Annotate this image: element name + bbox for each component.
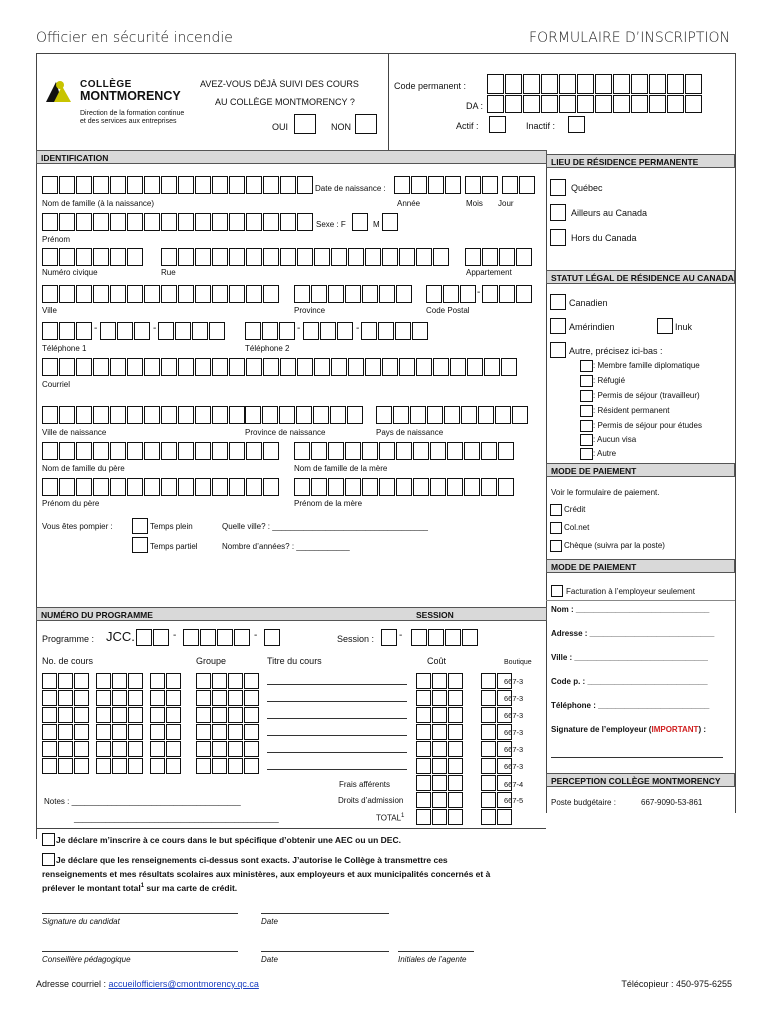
ailleurs-canada-checkbox[interactable] <box>550 204 566 221</box>
numero-civique-boxes[interactable] <box>42 248 144 266</box>
course-cost-boxes[interactable] <box>416 758 513 774</box>
nom-pere-boxes[interactable] <box>42 442 280 460</box>
aucun-visa-checkbox[interactable] <box>580 434 593 446</box>
date-conseillere-line[interactable] <box>261 951 389 952</box>
declaration1-checkbox[interactable] <box>42 833 55 846</box>
total-boxes[interactable] <box>416 809 513 825</box>
course-budget-code: 667-3 <box>504 762 524 771</box>
signature-candidat-label: Signature du candidat <box>42 917 120 926</box>
nom-pere-label: Nom de famille du père <box>42 464 125 473</box>
sexe-f-checkbox[interactable] <box>352 213 368 231</box>
employeur-ville-field[interactable]: Ville : ______________________________ <box>551 653 708 662</box>
employeur-signature-label: Signature de l’employeur (IMPORTANT) : <box>551 725 706 734</box>
refugie-checkbox[interactable] <box>580 375 593 387</box>
tel2-dash2: - <box>356 323 360 334</box>
frais-code: 667-4 <box>504 780 524 789</box>
nom-famille-boxes[interactable] <box>42 176 314 194</box>
course-cost-boxes[interactable] <box>416 690 513 706</box>
course-number-boxes[interactable] <box>42 707 182 723</box>
permis-travailleur-label: : Permis de séjour (travailleur) <box>593 391 700 400</box>
province-naissance-boxes[interactable] <box>245 406 364 424</box>
poste-budgetaire-label: Poste budgétaire : <box>551 798 616 807</box>
cout-header: Coût <box>427 656 447 666</box>
sexe-m-label: M <box>373 220 380 229</box>
date-naissance-label: Date de naissance : <box>315 184 386 193</box>
province-naissance-label: Province de naissance <box>245 428 326 437</box>
autre-sub-checkbox[interactable] <box>580 448 593 460</box>
course-group-boxes[interactable] <box>196 758 260 774</box>
notes-field-2[interactable]: ______________________________________________ <box>74 814 279 823</box>
canadien-checkbox[interactable] <box>550 294 566 310</box>
permis-etudes-label: : Permis de séjour pour études <box>593 421 702 430</box>
session-dash: - <box>399 630 403 641</box>
quebec-label: Québec <box>571 183 603 193</box>
credit-label: Crédit <box>564 505 586 514</box>
form-title: FORMULAIRE D’INSCRIPTION <box>529 30 730 46</box>
footer-email-link[interactable]: accueilofficiers@cmontmorency.qc.ca <box>108 979 259 989</box>
appartement-label: Appartement <box>466 268 512 277</box>
prenom-pere-label: Prénom du père <box>42 499 100 508</box>
residence-header: LIEU DE RÉSIDENCE PERMANENTE <box>546 154 735 168</box>
temps-partiel-label: Temps partiel <box>150 542 198 551</box>
notes-field[interactable]: Notes : ______________________________________ <box>44 797 241 806</box>
course-title-line[interactable] <box>267 701 407 702</box>
code-postal-label: Code Postal <box>426 306 470 315</box>
aucun-visa-label: : Aucun visa <box>593 435 637 444</box>
frame-left <box>36 53 37 839</box>
telephone1-label: Téléphone 1 <box>42 344 87 353</box>
annee-label: Année <box>397 199 421 208</box>
hors-canada-checkbox[interactable] <box>550 229 566 246</box>
actif-label: Actif : <box>456 121 479 131</box>
province-label: Province <box>294 306 326 315</box>
course-number-boxes[interactable] <box>42 758 182 774</box>
tel1-dash2: - <box>153 323 157 334</box>
course-budget-code: 667-3 <box>504 677 524 686</box>
course-cost-boxes[interactable] <box>416 673 513 689</box>
statut-header: STATUT LÉGAL DE RÉSIDENCE AU CANADA <box>546 270 735 284</box>
course-title-line[interactable] <box>267 684 407 685</box>
declaration1-text: Je déclare m’inscrire à ce cours dans le but spécifique d’obtenir une AEC ou un DEC. <box>56 835 401 845</box>
mois-label: Mois <box>466 199 483 208</box>
credit-checkbox[interactable] <box>550 504 562 516</box>
droits-boxes[interactable] <box>416 792 513 808</box>
employeur-adresse-field[interactable]: Adresse : ____________________________ <box>551 629 715 638</box>
prenom-label: Prénom <box>42 235 71 244</box>
signature-candidat-line[interactable] <box>42 913 238 914</box>
appartement-boxes[interactable] <box>465 248 533 266</box>
groupe-header: Groupe <box>196 656 227 666</box>
logo-mark-icon <box>44 78 74 104</box>
sexe-label: Sexe : F <box>316 220 346 229</box>
course-budget-code: 667-3 <box>504 711 524 720</box>
da-boxes[interactable] <box>487 95 703 113</box>
prenom-mere-boxes[interactable] <box>294 478 515 496</box>
oui-checkbox[interactable] <box>294 114 316 134</box>
pompier-label: Vous êtes pompier : <box>42 522 113 531</box>
courriel-boxes[interactable] <box>42 358 518 376</box>
actif-checkbox[interactable] <box>489 116 506 133</box>
prenom-boxes[interactable] <box>42 213 314 231</box>
programme-label: Programme : <box>42 634 95 644</box>
conseillere-line[interactable] <box>42 951 238 952</box>
rue-label: Rue <box>161 268 176 277</box>
logo-line1: COLLÈGE <box>80 79 132 90</box>
boutique-header: Boutique <box>504 659 532 666</box>
course-cost-boxes[interactable] <box>416 724 513 740</box>
course-title-line[interactable] <box>267 769 407 770</box>
diplomatique-label: : Membre famille diplomatique <box>593 361 700 370</box>
telephone2-label: Téléphone 2 <box>245 344 290 353</box>
course-budget-code: 667-3 <box>504 745 524 754</box>
nom-famille-label: Nom de famille (à la naissance) <box>42 199 155 208</box>
frame-divider-top <box>388 53 389 150</box>
programme-header: NUMÉRO DU PROGRAMME SESSION <box>36 607 547 621</box>
total-label: TOTAL$^1$ <box>376 813 405 823</box>
course-title-line[interactable] <box>267 752 407 753</box>
province-boxes[interactable] <box>294 285 413 303</box>
course-group-boxes[interactable] <box>196 707 260 723</box>
footer-fax: Télécopieur : 450-975-6255 <box>621 979 732 989</box>
da-label: DA : <box>466 101 484 111</box>
quelle-ville-field[interactable]: Quelle ville? : ___________________________________ <box>222 522 428 531</box>
nom-mere-label: Nom de famille de la mère <box>294 464 388 473</box>
course-group-boxes[interactable] <box>196 724 260 740</box>
course-group-boxes[interactable] <box>196 673 260 689</box>
employeur-signature-line[interactable] <box>551 757 723 758</box>
employeur-telephone-field[interactable]: Téléphone : _________________________ <box>551 701 710 710</box>
permis-travailleur-checkbox[interactable] <box>580 390 593 402</box>
course-cost-boxes[interactable] <box>416 707 513 723</box>
no-cours-header: No. de cours <box>42 656 94 666</box>
perception-header: PERCEPTION COLLÈGE MONTMORENCY <box>546 773 735 787</box>
programme-boxes[interactable] <box>136 629 281 646</box>
previous-question-1: AVEZ-VOUS DÉJÀ SUIVI DES COURS <box>200 79 359 89</box>
conseillere-label: Conseillère pédagogique <box>42 955 131 964</box>
programme-dash2: - <box>254 630 258 641</box>
permis-etudes-checkbox[interactable] <box>580 420 593 432</box>
course-group-boxes[interactable] <box>196 741 260 757</box>
pays-naissance-boxes[interactable] <box>376 406 529 424</box>
jour-label: Jour <box>498 199 514 208</box>
rue-boxes[interactable] <box>161 248 450 266</box>
session-boxes[interactable] <box>381 629 479 646</box>
initiales-label: Initiales de l’agente <box>398 955 467 964</box>
hors-canada-label: Hors du Canada <box>571 233 637 243</box>
inactif-label: Inactif : <box>526 121 556 131</box>
jcc-prefix: JCC. <box>106 629 135 644</box>
facturation-checkbox[interactable] <box>551 585 563 597</box>
declaration2-line3: prélever le montant total$^1$ sur ma carte de crédit. <box>42 883 238 893</box>
declaration2-line2: renseignements et mes résultats scolaires aux ministères, aux employeurs et aux municipalités concernés et à <box>42 869 491 879</box>
cheque-checkbox[interactable] <box>550 540 562 552</box>
amerindien-label: Amérindien <box>569 322 615 332</box>
course-title-line[interactable] <box>267 735 407 736</box>
declaration2-line1: Je déclare que les renseignements ci-dessus sont exacts. J’autorise le Collège à transmettre ces <box>56 855 448 865</box>
code-permanent-boxes[interactable] <box>487 74 703 94</box>
logo-sub1: Direction de la formation continue <box>80 110 185 117</box>
droits-label: Droits d’admission <box>338 796 404 805</box>
logo-sub2: et des services aux entreprises <box>80 118 177 125</box>
canadien-label: Canadien <box>569 298 608 308</box>
telephone2-boxes[interactable] <box>245 322 429 340</box>
ville-boxes[interactable] <box>42 285 280 303</box>
tel1-dash1: - <box>94 323 98 334</box>
resident-permanent-checkbox[interactable] <box>580 405 593 417</box>
non-label: NON <box>331 122 351 132</box>
ailleurs-canada-label: Ailleurs au Canada <box>571 208 648 218</box>
droits-code: 667-5 <box>504 796 524 805</box>
courriel-label: Courriel <box>42 380 71 389</box>
frais-label: Frais afférents <box>339 780 390 789</box>
autre-checkbox[interactable] <box>550 342 566 358</box>
code-postal-dash: - <box>477 287 481 298</box>
course-number-boxes[interactable] <box>42 724 182 740</box>
date-candidat-line[interactable] <box>261 913 389 914</box>
paiement-header: MODE DE PAIEMENT <box>546 463 735 477</box>
inuk-checkbox[interactable] <box>657 318 673 334</box>
employeur-codep-field[interactable]: Code p. : ___________________________ <box>551 677 708 686</box>
oui-label: OUI <box>272 122 289 132</box>
declaration2-checkbox[interactable] <box>42 853 55 866</box>
colnet-label: Col.net <box>564 523 590 532</box>
ville-label: Ville <box>42 306 57 315</box>
quebec-checkbox[interactable] <box>550 179 566 196</box>
programme-dash1: - <box>173 630 177 641</box>
nom-mere-boxes[interactable] <box>294 442 515 460</box>
course-group-boxes[interactable] <box>196 690 260 706</box>
paiement-intro: Voir le formulaire de paiement. <box>551 488 660 497</box>
colnet-checkbox[interactable] <box>550 522 562 534</box>
autre-sub-label: : Autre <box>593 449 617 458</box>
form-subtitle: Officier en sécurité incendie <box>36 30 233 46</box>
diplomatique-checkbox[interactable] <box>580 360 593 372</box>
titre-header: Titre du cours <box>267 656 322 666</box>
course-number-boxes[interactable] <box>42 673 182 689</box>
date-candidat-label: Date <box>261 917 278 926</box>
autre-label: Autre, précisez ici-bas : <box>569 346 663 356</box>
initiales-line[interactable] <box>398 951 474 952</box>
refugie-label: : Réfugié <box>593 376 626 385</box>
inactif-checkbox[interactable] <box>568 116 585 133</box>
date-naissance-boxes[interactable] <box>394 176 536 194</box>
tel2-dash1: - <box>297 323 301 334</box>
pays-naissance-label: Pays de naissance <box>376 428 444 437</box>
course-cost-boxes[interactable] <box>416 741 513 757</box>
date-conseillere-label: Date <box>261 955 278 964</box>
nombre-annees-field[interactable]: Nombre d’années? : ____________ <box>222 542 350 551</box>
numero-civique-label: Numéro civique <box>42 268 98 277</box>
paiement2-divider <box>546 600 735 601</box>
frame-right <box>735 53 736 813</box>
course-title-line[interactable] <box>267 718 407 719</box>
course-budget-code: 667-3 <box>504 728 524 737</box>
temps-partiel-checkbox[interactable] <box>132 537 148 553</box>
facturation-label: Facturation à l’employeur seulement <box>566 587 695 596</box>
course-budget-code: 667-3 <box>504 694 524 703</box>
paiement2-header: MODE DE PAIEMENT <box>546 559 735 573</box>
previous-question-2: AU COLLÈGE MONTMORENCY ? <box>215 97 355 107</box>
frame-bottom <box>36 828 546 829</box>
ville-naissance-boxes[interactable] <box>42 406 246 424</box>
non-checkbox[interactable] <box>355 114 377 134</box>
course-number-boxes[interactable] <box>42 690 182 706</box>
amerindien-checkbox[interactable] <box>550 318 566 334</box>
sexe-m-checkbox[interactable] <box>382 213 398 231</box>
session-label: Session : <box>337 634 375 644</box>
inuk-label: Inuk <box>675 322 693 332</box>
telephone1-boxes[interactable] <box>42 322 226 340</box>
ville-naissance-label: Ville de naissance <box>42 428 107 437</box>
frame-top <box>36 53 735 54</box>
employeur-nom-field[interactable]: Nom : ______________________________ <box>551 605 710 614</box>
resident-permanent-label: : Résident permanent <box>593 406 670 415</box>
course-number-boxes[interactable] <box>42 741 182 757</box>
prenom-mere-label: Prénom de la mère <box>294 499 363 508</box>
prenom-pere-boxes[interactable] <box>42 478 280 496</box>
poste-budgetaire-value: 667-9090-53-861 <box>641 798 703 807</box>
frame-divider <box>546 150 547 813</box>
logo-line2: MONTMORENCY <box>80 89 181 103</box>
cheque-label: Chèque (suivra par la poste) <box>564 541 665 550</box>
temps-plein-label: Temps plein <box>150 522 193 531</box>
identification-header: IDENTIFICATION <box>36 150 547 164</box>
frais-boxes[interactable] <box>416 775 513 791</box>
footer-email-row: Adresse courriel : accueilofficiers@cmontmorency.qc.ca <box>36 979 259 989</box>
temps-plein-checkbox[interactable] <box>132 518 148 534</box>
code-permanent-label: Code permanent : <box>394 81 467 91</box>
